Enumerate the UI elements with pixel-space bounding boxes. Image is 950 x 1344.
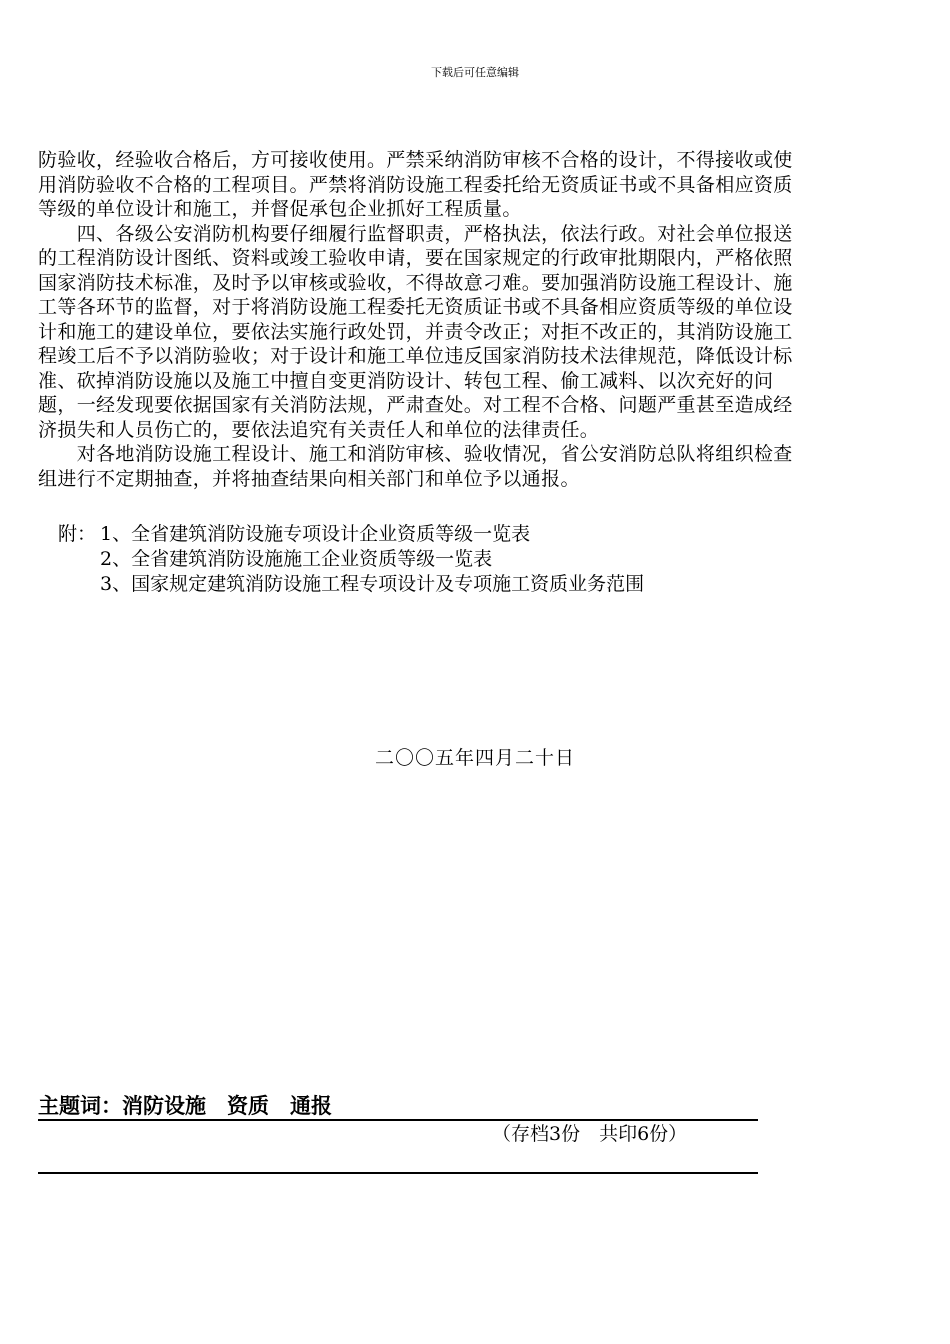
body-line: 对各地消防设施工程设计、施工和消防审核、验收情况，省公安消防总队将组织检查 — [38, 443, 793, 465]
copy-count: （存档3份 共印6份） — [492, 1123, 688, 1145]
attachment-item: 1、全省建筑消防设施专项设计企业资质等级一览表 — [100, 523, 531, 545]
keywords-underline — [38, 1119, 758, 1121]
body-line: 四、各级公安消防机构要仔细履行监督职责，严格执法，依法行政。对社会单位报送 — [38, 222, 793, 245]
body-line: 题，一经发现要依据国家有关消防法规，严肃查处。对工程不合格、问题严重甚至造成经 — [38, 394, 793, 416]
body-line: 的工程消防设计图纸、资料或竣工验收申请，要在国家规定的行政审批期限内，严格依照 — [38, 247, 793, 269]
body-line: 济损失和人员伤亡的，要依法追究有关责任人和单位的法律责任。 — [38, 418, 600, 441]
attachment-item: 3、国家规定建筑消防设施工程专项设计及专项施工资质业务范围 — [100, 573, 645, 595]
subject-keywords: 主题词：消防设施 资质 通报 — [38, 1094, 332, 1118]
attachment-item: 2、全省建筑消防设施施工企业资质等级一览表 — [100, 548, 493, 570]
body-line: 用消防验收不合格的工程项目。严禁将消防设施工程委托给无资质证书或不具备相应资质 — [38, 173, 793, 196]
body-line: 程竣工后不予以消防验收；对于设计和施工单位违反国家消防技术法律规范，降低设计标 — [38, 345, 793, 367]
body-line: 国家消防技术标准，及时予以审核或验收，不得故意刁难。要加强消防设施工程设计、施 — [38, 271, 793, 294]
body-line: 计和施工的建设单位，要依法实施行政处罚，并责令改正；对拒不改正的，其消防设施工 — [38, 320, 793, 343]
footer-rule — [38, 1172, 758, 1174]
body-line: 准、砍掉消防设施以及施工中擅自变更消防设计、转包工程、偷工减料、以次充好的问 — [38, 369, 774, 392]
attachments-label: 附： — [58, 523, 97, 545]
body-line: 工等各环节的监督，对于将消防设施工程委托无资质证书或不具备相应资质等级的单位设 — [38, 296, 793, 318]
document-date: 二〇〇五年四月二十日 — [374, 747, 575, 769]
page-header-note: 下载后可任意编辑 — [431, 66, 519, 79]
body-line: 组进行不定期抽查，并将抽查结果向相关部门和单位予以通报。 — [38, 467, 580, 490]
body-line: 防验收，经验收合格后，方可接收使用。严禁采纳消防审核不合格的设计，不得接收或使 — [38, 149, 793, 171]
document-body — [38, 148, 908, 491]
body-line: 等级的单位设计和施工，并督促承包企业抓好工程质量。 — [38, 198, 522, 220]
